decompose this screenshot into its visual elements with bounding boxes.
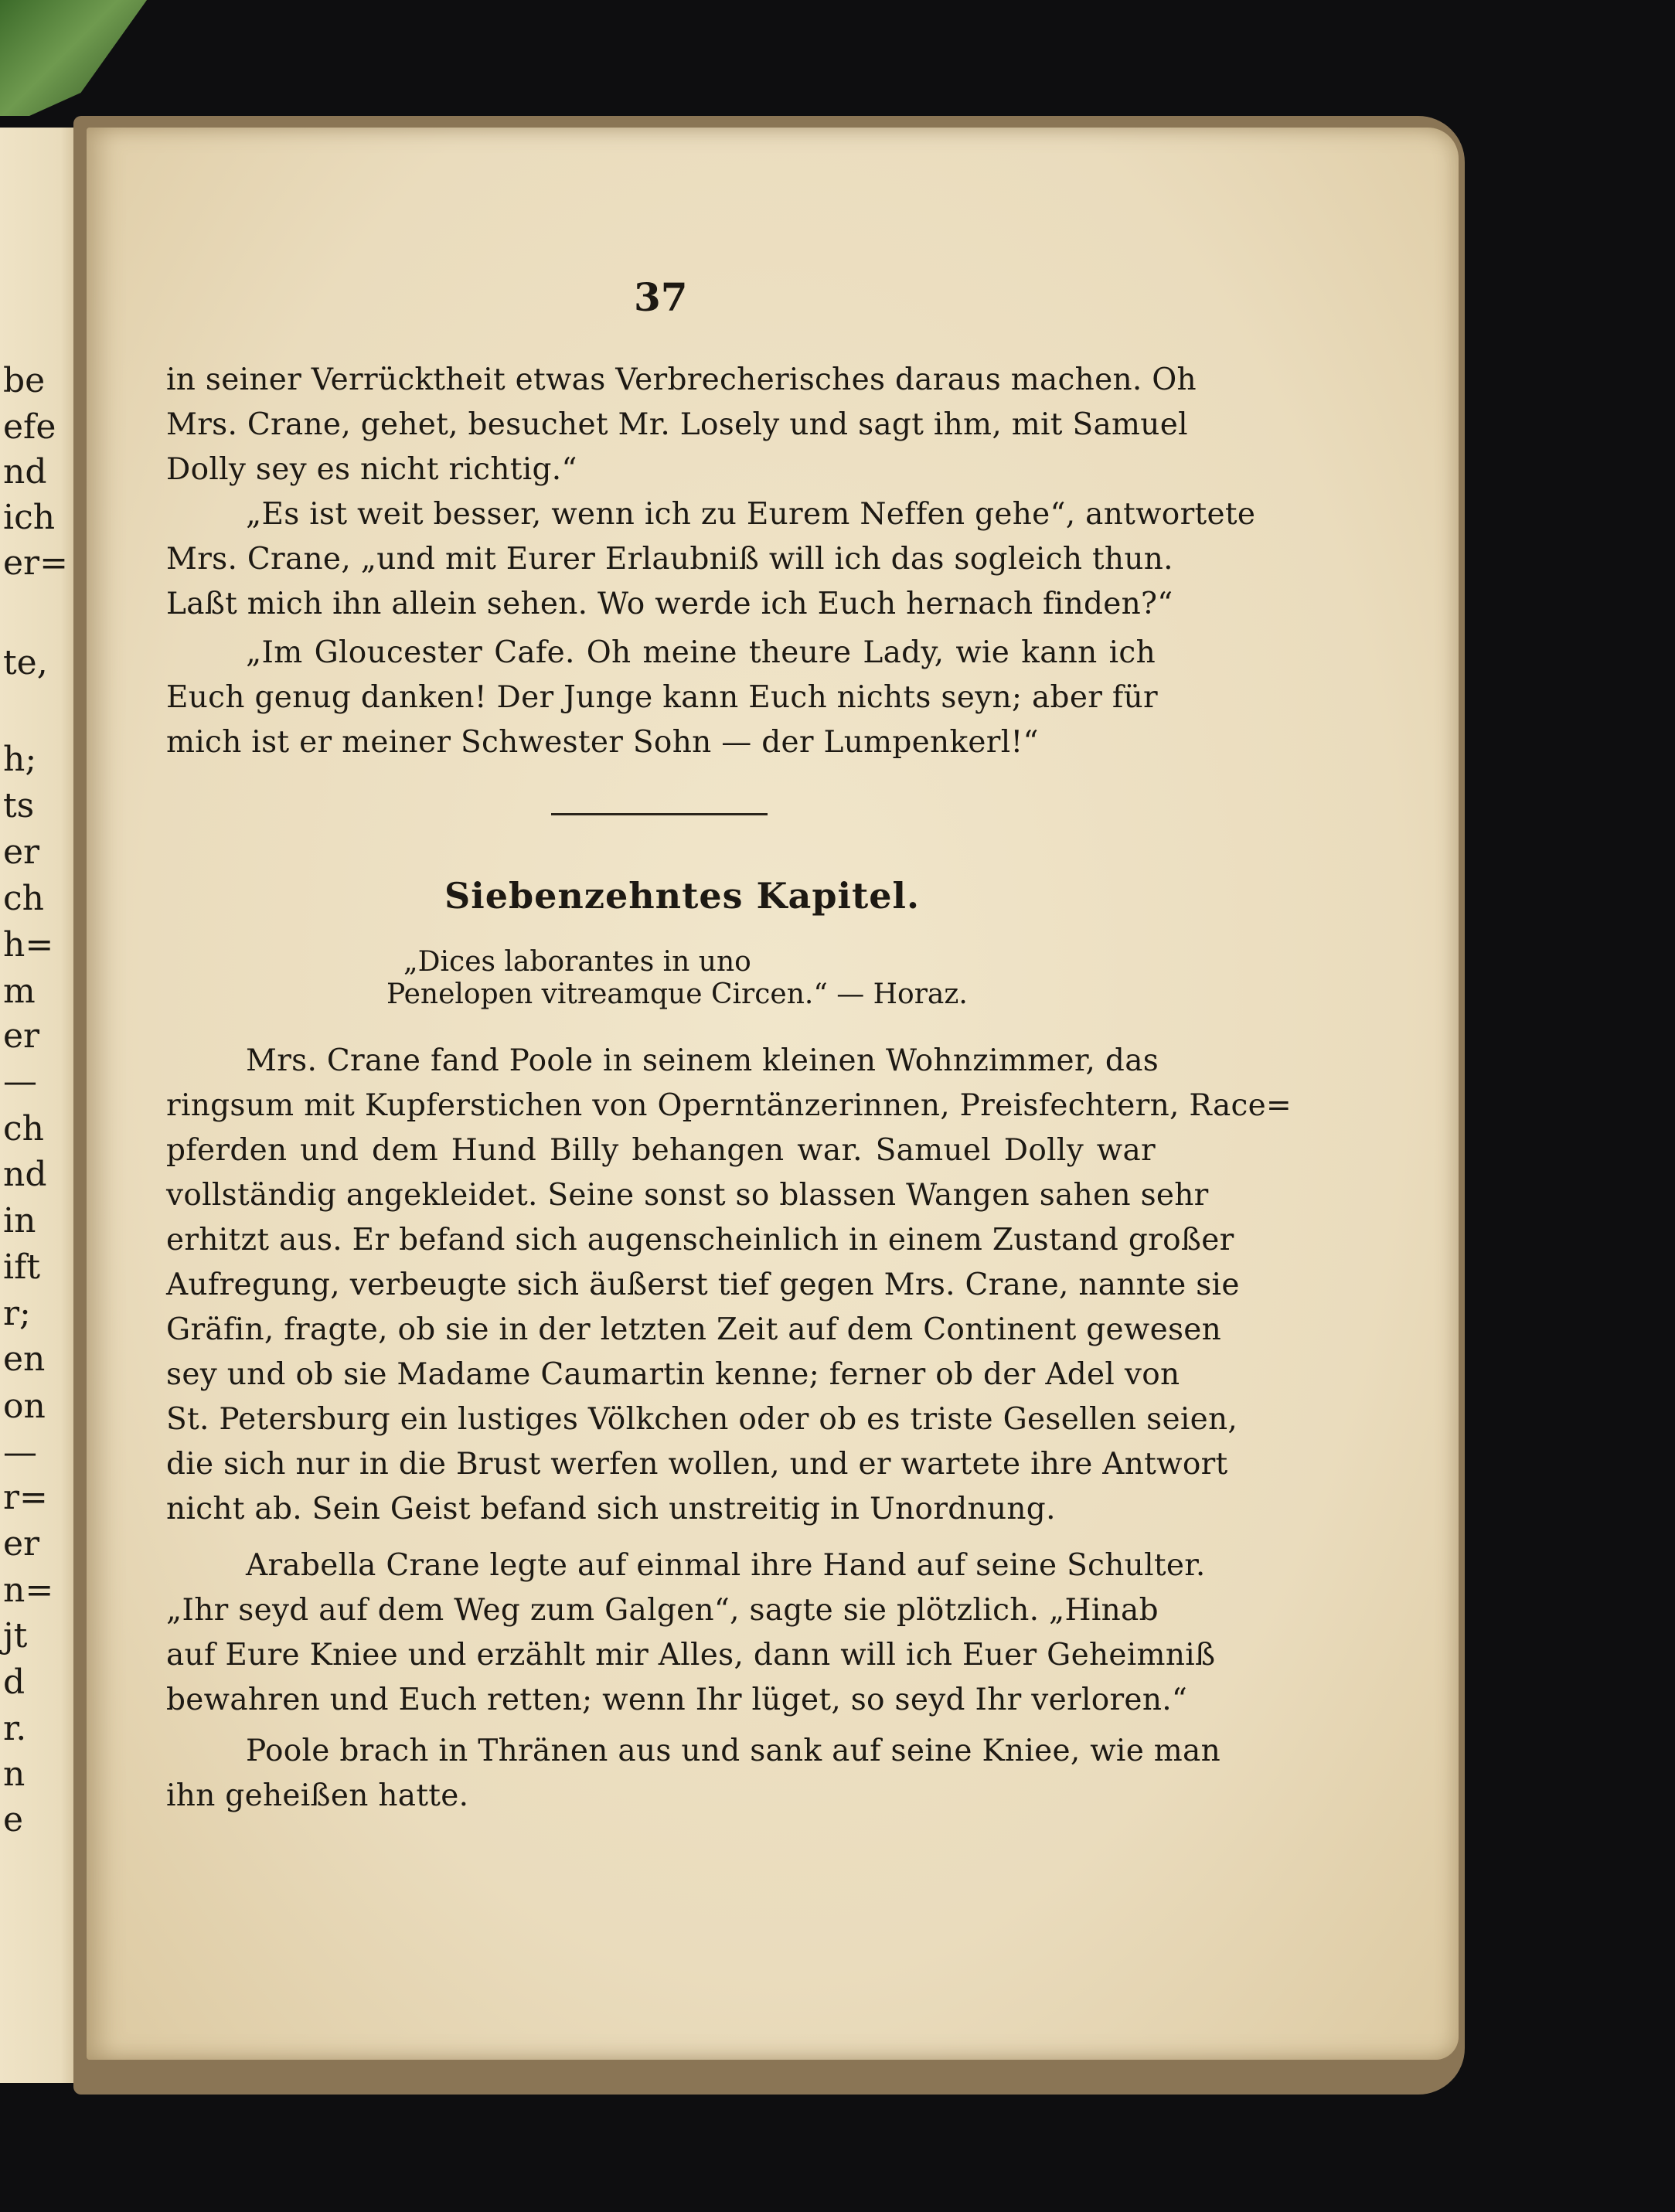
left-fragment: efe [3,407,56,447]
left-fragment: d [3,1662,26,1702]
left-fragment: ift [3,1247,41,1287]
text-line: Mrs. Crane, gehet, besuchet Mr. Losely und sagt ihm, mit Samuel [166,407,1188,442]
text-line: auf Eure Kniee und erzählt mir Alles, dann will ich Euer Geheimniß [166,1638,1216,1673]
epigraph-line: Penelopen vitreamque Circen.“ — Horaz. [386,978,968,1010]
text-line: Dolly sey es nicht richtig.“ [166,452,577,487]
text-line: Aufregung, verbeugte sich äußerst tief gegen Mrs. Crane, nannte sie [166,1268,1240,1302]
text-line: die sich nur in die Brust werfen wollen, und er wartete ihre Antwort [166,1447,1228,1482]
left-fragment: te, [3,643,48,682]
left-fragment: ch [3,879,44,918]
left-fragment: n [3,1754,26,1794]
bookmark-ribbon [0,0,147,116]
left-fragment: e [3,1800,24,1839]
text-line: Mrs. Crane, „und mit Eurer Erlaubniß will ich das sogleich thun. [166,542,1173,577]
text-line: ihn geheißen hatte. [166,1778,469,1813]
left-fragment: r; [3,1294,31,1333]
text-line: Laßt mich ihn allein sehen. Wo werde ich Euch hernach finden?“ [166,587,1173,621]
text-line: nicht ab. Sein Geist befand sich unstreitig in Unordnung. [166,1492,1056,1526]
text-line: „Ihr seyd auf dem Weg zum Galgen“, sagte sie plötzlich. „Hinab [166,1593,1159,1628]
text-line: pferden und dem Hund Billy behangen war. Samuel Dolly war [166,1133,1156,1168]
left-fragment: in [3,1201,36,1240]
text-line: „Im Gloucester Cafe. Oh meine theure Lady, wie kann ich [246,635,1156,670]
section-divider [551,813,768,815]
text-line: erhitzt aus. Er befand sich augenscheinlich in einem Zustand großer [166,1223,1234,1257]
left-fragment: h= [3,925,54,965]
text-line: „Es ist weit besser, wenn ich zu Eurem Neffen gehe“, antwortete [246,497,1256,532]
left-fragment: en [3,1339,46,1379]
left-fragment: er= [3,543,68,583]
left-fragment: ts [3,786,35,825]
text-line: sey und ob sie Madame Caumartin kenne; ferner ob der Adel von [166,1357,1180,1392]
page-number: 37 [634,274,688,320]
left-fragment: jt [3,1616,28,1656]
left-fragment: on [3,1387,46,1426]
left-fragment: er [3,1016,40,1056]
left-fragment: ich [3,498,56,537]
left-fragment: h; [3,740,37,779]
text-line: mich ist er meiner Schwester Sohn — der Lumpenkerl!“ [166,725,1039,760]
left-fragment: nd [3,1155,47,1194]
left-fragment: r. [3,1709,27,1748]
left-fragment: er [3,1524,40,1564]
left-fragment: nd [3,452,47,492]
left-fragment: be [3,361,46,400]
left-fragment: — [3,1062,37,1101]
text-line: Mrs. Crane fand Poole in seinem kleinen Wohnzimmer, das [246,1043,1159,1078]
left-fragment: r= [3,1478,48,1517]
epigraph-line: „Dices laborantes in uno [403,946,751,978]
left-fragment: — [3,1433,37,1472]
text-line: Gräfin, fragte, ob sie in der letzten Zeit auf dem Continent gewesen [166,1312,1222,1347]
left-fragment: ch [3,1109,44,1149]
left-fragment: er [3,832,40,872]
left-fragment: m [3,972,36,1011]
text-line: in seiner Verrücktheit etwas Verbrecherisches daraus machen. Oh [166,362,1197,397]
text-line: vollständig angekleidet. Seine sonst so blassen Wangen sahen sehr [166,1178,1209,1213]
text-line: St. Petersburg ein lustiges Völkchen oder ob es triste Gesellen seien, [166,1402,1238,1437]
text-line: Euch genug danken! Der Junge kann Euch nichts seyn; aber für [166,680,1158,715]
left-fragment: n= [3,1571,54,1610]
text-line: ringsum mit Kupferstichen von Operntänzerinnen, Preisfechtern, Race= [166,1088,1292,1123]
text-line: Arabella Crane legte auf einmal ihre Hand auf seine Schulter. [246,1548,1206,1583]
chapter-title: Siebenzehntes Kapitel. [444,875,920,917]
text-line: Poole brach in Thränen aus und sank auf seine Kniee, wie man [246,1734,1221,1768]
text-line: bewahren und Euch retten; wenn Ihr lüget, so seyd Ihr verloren.“ [166,1683,1188,1717]
